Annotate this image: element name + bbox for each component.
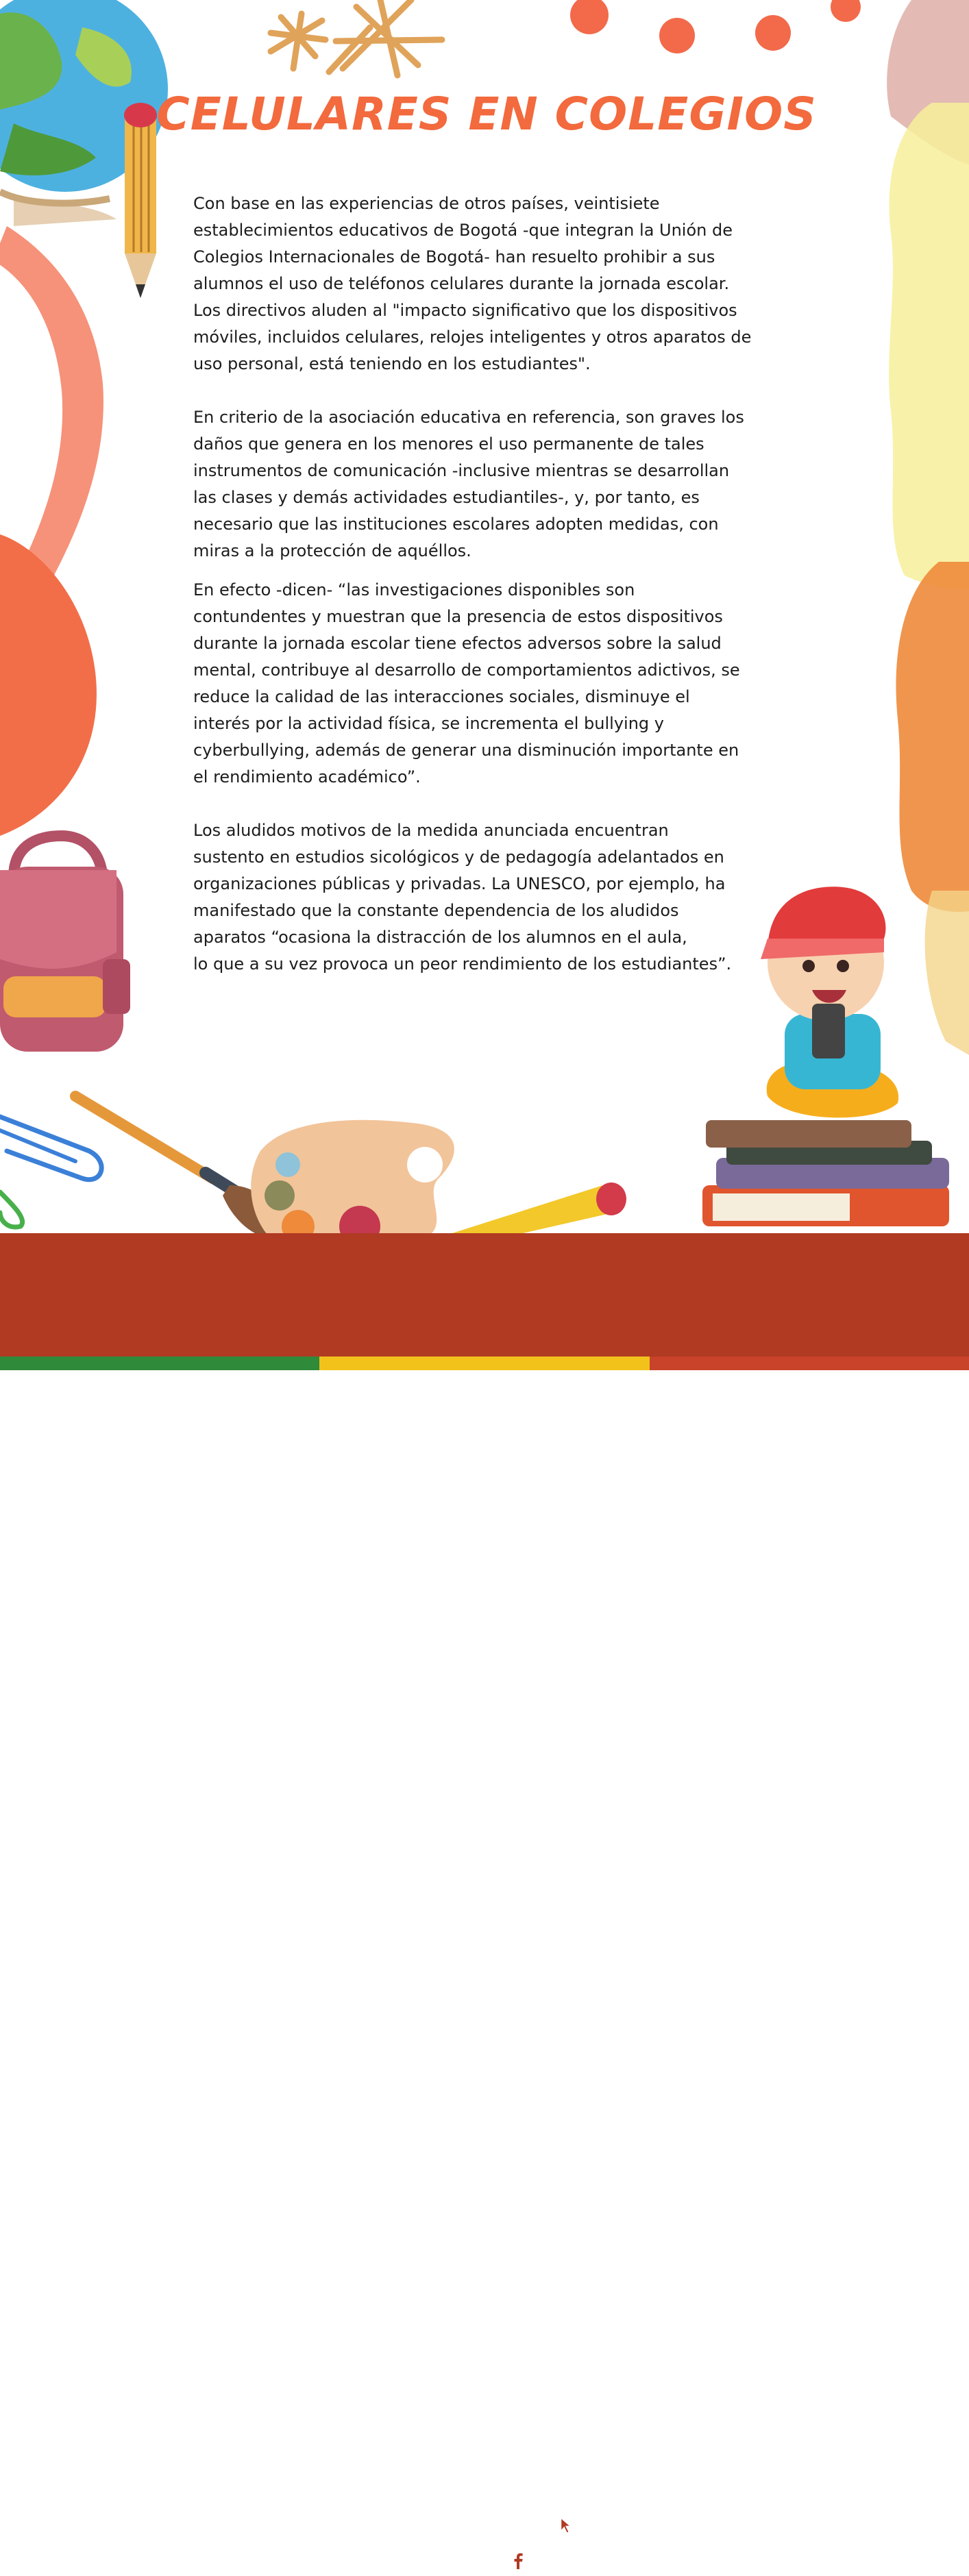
salmon-ribbon xyxy=(0,226,103,836)
logo-line-3: Consumidores xyxy=(145,2520,221,2533)
flag-stripe-yellow xyxy=(319,1357,650,1370)
social-handle[interactable]: @consumidoresccc xyxy=(630,2544,870,2575)
globe-cursor-icon xyxy=(536,2495,574,2534)
article-body xyxy=(193,190,783,978)
books-stack xyxy=(702,1120,949,1226)
paragraph-3: En efecto -dicen- “las investigaciones disponibles son contundentes y muestran que la presencia de estos dispositivos durante la jornada escolar tiene efectos adversos sobre la salud mental, contribuye al desarrollo de comportamientos adictivos, se reduce la calidad de las interacciones sociales, disminuye el interés por la actividad física, se incrementa el bullying y cyberbullying, además de generar una disminución importante en el rendimiento académico”. xyxy=(193,580,740,787)
backpack-illustration xyxy=(0,836,130,1052)
website-text: ccconsumidores.org.co xyxy=(587,2498,869,2528)
paragraph-2: En criterio de la asociación educativa en referencia, son graves los daños que genera en los menores el uso permanente de tales instrumentos de comunicación -inclusive mientras se desarrollan las clases y demás actividades estudiantiles-, y, por tanto, es necesario que las instituciones escolares adopten medidas, con miras a la protección de aquéllos. xyxy=(193,408,744,560)
footer-bar xyxy=(0,1233,969,2575)
flag-stripe-red xyxy=(650,1357,969,1370)
paragraph-4: Los aludidos motivos de la medida anunciada encuentran sustento en estudios sicológicos y de pedagogía adelantados en organizaciones públicas y privadas. La UNESCO, por ejemplo, ha manifestado que la constante dependencia de los aludidos aparatos “ocasiona la distracción de los alumnos en el aula, lo que a su vez provoca un peor rendimiento de los estudiantes”. xyxy=(193,821,732,974)
paragraph-1: Con base en las experiencias de otros países, veintisiete establecimientos educativos de Bogotá -que integran la Unión de Colegios Internacionales de Bogotá- han resuelto prohibir a sus alumnos el uso de teléfonos celulares durante la jornada escolar. Los directivos aluden al "impacto significativo que los dispositivos móviles, incluidos celulares, relojes inteligentes y otros aparatos de uso personal, está teniendo en los estudiantes". xyxy=(193,194,752,373)
logo-line-2: Colombiana de xyxy=(145,2507,224,2520)
x-icon[interactable] xyxy=(565,2549,587,2571)
flag-stripe-green xyxy=(0,1357,319,1370)
facebook-icon[interactable] xyxy=(507,2549,529,2571)
page-title: CELULARES EN COLEGIOS xyxy=(156,88,817,140)
right-watercolor xyxy=(887,0,969,1055)
logo-c-icon xyxy=(89,2480,144,2543)
brush-illustration xyxy=(75,1096,282,1240)
top-dots xyxy=(570,0,861,53)
top-stars xyxy=(271,0,442,75)
instagram-icon[interactable] xyxy=(536,2549,558,2571)
logo-line-1: Confederación xyxy=(145,2494,221,2507)
logo-tagline: Informa, Educa y Protege xyxy=(156,2538,227,2544)
organization-logo[interactable] xyxy=(89,2480,260,2549)
logo-text xyxy=(145,2494,275,2533)
youtube-icon[interactable] xyxy=(593,2549,615,2571)
